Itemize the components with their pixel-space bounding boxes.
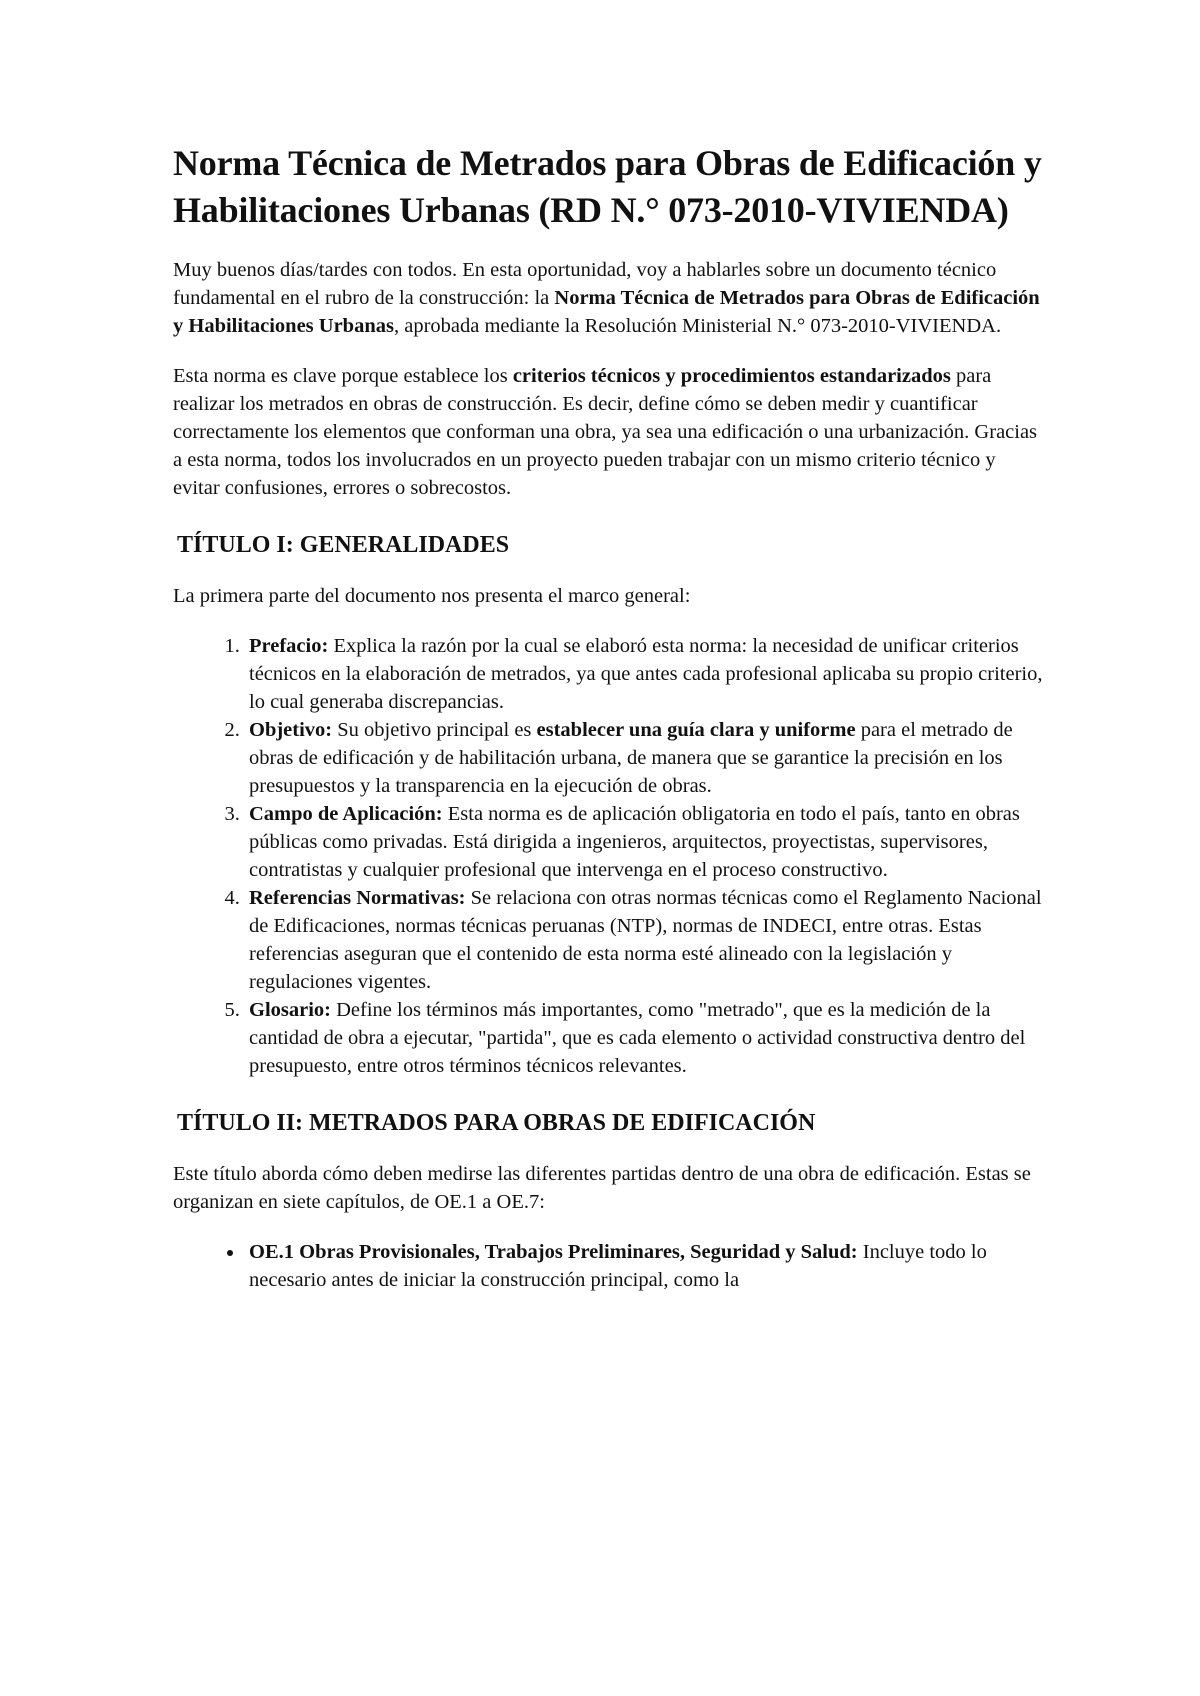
intro-p1-text-a: Muy buenos días/tardes con todos. En esta oportunidad, voy a hablarles sobre un documento técnico fundamental en el rubro de la construcción: la xyxy=(173,259,997,309)
list-item-objetivo xyxy=(245,716,1043,800)
list-item-text: Se relaciona con otras normas técnicas como el Reglamento Nacional de Edificaciones, normas técnicas peruanas (NTP), normas de INDECI, entre otras. Estas referencias aseguran que el contenido de esta norma esté alineado con la legislación y regulaciones vigentes. xyxy=(249,887,1042,993)
intro-p2-highlight: criterios técnicos y procedimientos estandarizados xyxy=(512,365,951,387)
intro-paragraph-1 xyxy=(173,256,1043,340)
intro-p1-norm-name: Norma Técnica de Metrados para Obras de Edificación y Habilitaciones Urbanas xyxy=(173,287,1040,337)
list-item-text: Incluye todo lo necesario antes de iniciar la construcción principal, como la xyxy=(249,1241,987,1291)
intro-p2-text-a: Esta norma es clave porque establece los xyxy=(173,365,513,387)
oe-chapters-list xyxy=(173,1238,1043,1294)
list-item-campo-aplicacion xyxy=(245,800,1043,884)
document-page xyxy=(173,140,1043,1294)
list-item-text: Su objetivo principal es xyxy=(332,719,537,741)
list-item-oe1 xyxy=(245,1238,1043,1294)
section-heading-title-2: TÍTULO II: METRADOS PARA OBRAS DE EDIFICACIÓN xyxy=(177,1110,816,1136)
generalidades-list xyxy=(173,632,1043,1080)
list-item-text: Esta norma es de aplicación obligatoria en todo el país, tanto en obras públicas como privadas. Está dirigida a ingenieros, arquitectos, proyectistas, supervisores, contratistas y cualquier profesional que intervenga en el proceso constructivo. xyxy=(249,803,1020,881)
intro-p1-text-c: , aprobada mediante la Resolución Ministerial N.° 073-2010-VIVIENDA. xyxy=(393,315,1002,337)
title-2-lead: Este título aborda cómo deben medirse las diferentes partidas dentro de una obra de edificación. Estas se organizan en siete capítulos, de OE.1 a OE.7: xyxy=(173,1163,1031,1213)
list-item-label: Objetivo: xyxy=(249,719,333,741)
title-1-lead: La primera parte del documento nos presenta el marco general: xyxy=(173,585,691,607)
section-heading-title-1: TÍTULO I: GENERALIDADES xyxy=(177,532,510,558)
list-item-highlight: establecer una guía clara y uniforme xyxy=(536,719,856,741)
list-item-label: Referencias Normativas: xyxy=(249,887,466,909)
list-item-label: OE.1 Obras Provisionales, Trabajos Preliminares, Seguridad y Salud: xyxy=(249,1241,858,1263)
list-item-label: Glosario: xyxy=(249,999,331,1021)
list-item-label: Prefacio: xyxy=(249,635,329,657)
list-item-label: Campo de Aplicación: xyxy=(249,803,443,825)
list-item-text: Define los términos más importantes, como "metrado", que es la medición de la cantidad de obra a ejecutar, "partida", que es cada elemento o actividad constructiva dentro del presupuesto, entre otros términos técnicos relevantes. xyxy=(249,999,1026,1077)
intro-p2-text-c: para realizar los metrados en obras de construcción. Es decir, define cómo se deben medir y cuantificar correctamente los elementos que conforman una obra, ya sea una edificación o una urbanización. Gracias a esta norma, todos los involucrados en un proyecto pueden trabajar con un mismo criterio técnico y evitar confusiones, errores o sobrecostos. xyxy=(173,365,1038,499)
intro-paragraph-2 xyxy=(173,362,1043,502)
document-title: Norma Técnica de Metrados para Obras de Edificación y Habilitaciones Urbanas (RD N.° 073-2010-VIVIENDA) xyxy=(173,143,1042,230)
list-item-referencias xyxy=(245,884,1043,996)
list-item-text: Explica la razón por la cual se elaboró esta norma: la necesidad de unificar criterios técnicos en la elaboración de metrados, ya que antes cada profesional aplicaba su propio criterio, lo cual generaba discrepancias. xyxy=(249,635,1043,713)
list-item-glosario xyxy=(245,996,1043,1080)
list-item-text: para el metrado de obras de edificación y de habilitación urbana, de manera que se garantice la precisión en los presupuestos y la transparencia en la ejecución de obras. xyxy=(249,719,1013,797)
list-item-prefacio xyxy=(245,632,1043,716)
